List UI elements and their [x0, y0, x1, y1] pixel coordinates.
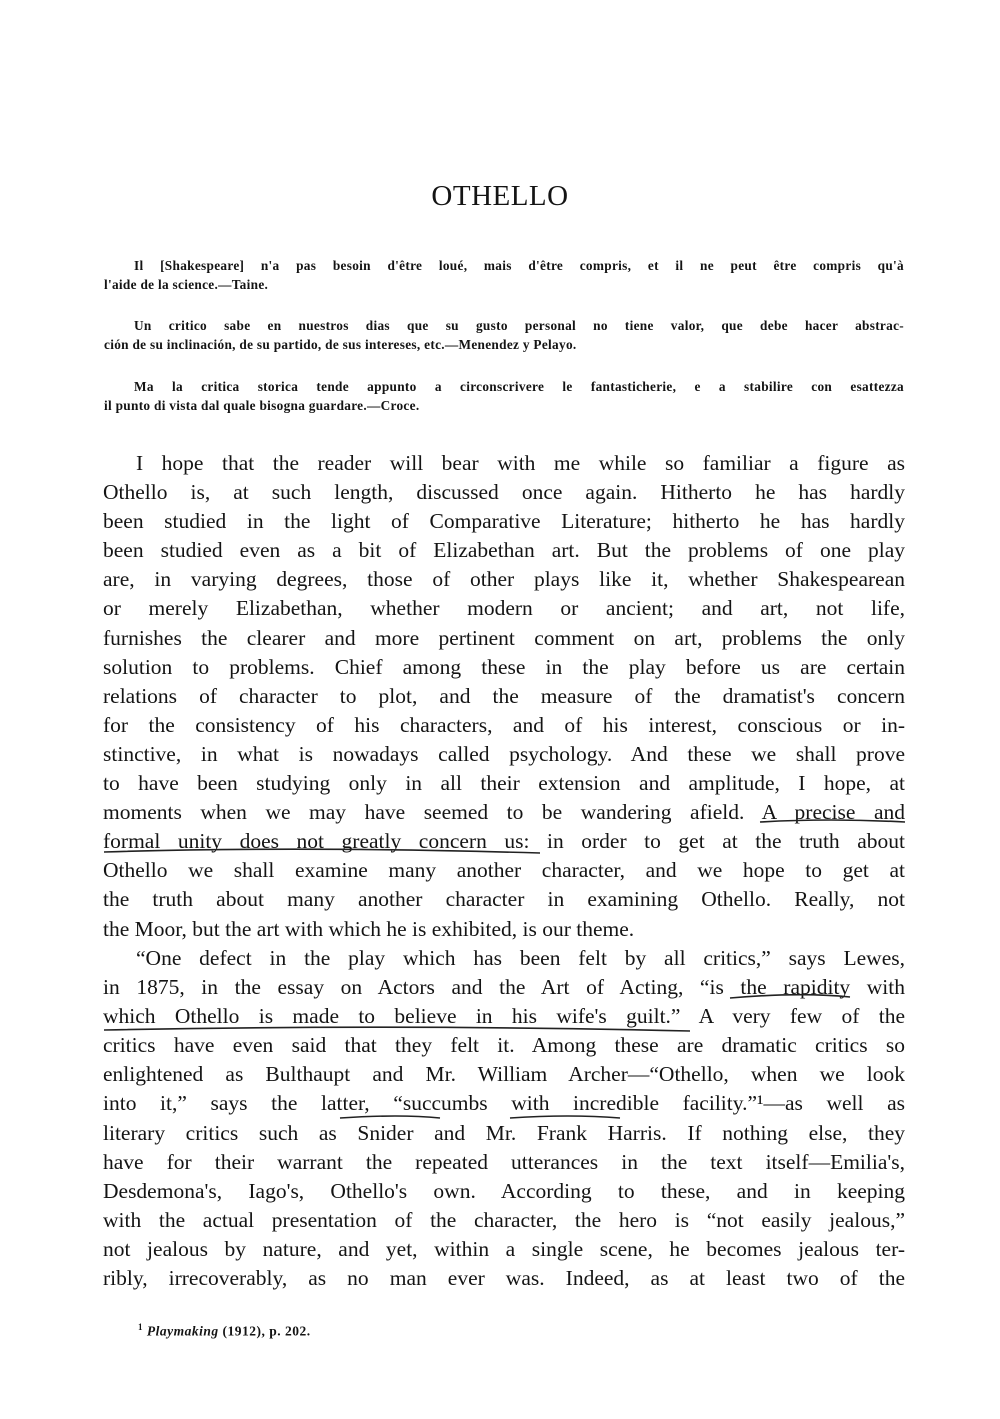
- text-line: Desdemona's, Iago's, Othello's own. According to these, and in keeping: [103, 1178, 905, 1203]
- text-line: stinctive, in what is nowadays called psychology. And these we shall prove: [103, 741, 905, 766]
- text-line: enlightened as Bulthaupt and Mr. William Archer—“Othello, when we look: [103, 1062, 905, 1087]
- epigraph-line: ción de su inclinación, de su partido, de sus intereses, etc.—Menendez y Pelayo.: [104, 337, 577, 352]
- chapter-title: OTHELLO: [431, 180, 569, 212]
- epigraph-line: il punto di vista dal quale bisogna guardare.—Croce.: [104, 398, 420, 413]
- text-line: or merely Elizabethan, whether modern or ancient; and art, not life,: [103, 596, 905, 621]
- text-line: been studied in the light of Comparative Literature; hitherto he has hardly: [103, 509, 905, 534]
- footnote-marker: 1: [138, 1322, 143, 1332]
- text-line: “One defect in the play which has been felt by all critics,” says Lewes,: [136, 946, 905, 970]
- text-line: to have been studying only in all their extension and amplitude, I hope, at: [103, 771, 905, 796]
- paragraph-2: [103, 944, 905, 1293]
- text-line: Othello is, at such length, discussed once again. Hitherto he has hardly: [103, 480, 905, 505]
- text-line: the Moor, but the art with which he is exhibited, is our theme.: [103, 916, 635, 941]
- text-line: not jealous by nature, and yet, within a single scene, he becomes jealous ter-: [103, 1236, 905, 1261]
- epigraph-croce: [104, 377, 904, 415]
- text-line: with the actual presentation of the character, the hero is “not easily jealous,”: [103, 1207, 905, 1232]
- footnote-citation: (1912), p. 202.: [218, 1323, 311, 1339]
- epigraph-line: Il [Shakespeare] n'a pas besoin d'être loué, mais d'être compris, et il ne peut être compris qu'à: [134, 258, 904, 273]
- text-line: into it,” says the latter, “succumbs with incredible facility.”¹—as well as: [103, 1091, 905, 1116]
- epigraph-menendez: [104, 316, 904, 354]
- text-line: have for their warrant the repeated utterances in the text itself—Emilia's,: [103, 1149, 905, 1174]
- epigraph-taine: [104, 256, 904, 294]
- text-line: are, in varying degrees, those of other plays like it, whether Shakespearean: [103, 567, 905, 592]
- text-line: the truth about many another character in examining Othello. Really, not: [103, 887, 905, 912]
- text-line: solution to problems. Chief among these in the play before us are certain: [103, 654, 905, 679]
- text-line: literary critics such as Snider and Mr. Frank Harris. If nothing else, they: [103, 1120, 905, 1145]
- text-line: for the consistency of his characters, and of his interest, conscious or in-: [103, 712, 905, 737]
- text-line: critics have even said that they felt it. Among these are dramatic critics so: [103, 1033, 905, 1058]
- text-line: I hope that the reader will bear with me while so familiar a figure as: [136, 451, 905, 475]
- text-line: formal unity does not greatly concern us: in order to get at the truth about: [103, 829, 905, 854]
- paragraph-1: [103, 449, 905, 944]
- footnote: [138, 1322, 311, 1340]
- text-line: relations of character to plot, and the measure of the dramatist's concern: [103, 683, 905, 708]
- footnote-title: Playmaking: [146, 1323, 219, 1339]
- epigraph-line: Ma la critica storica tende appunto a circonscrivere le fantasticherie, e a stabilire con esattezza: [134, 379, 904, 394]
- epigraph-line: l'aide de la science.—Taine.: [104, 277, 269, 292]
- text-line: moments when we may have seemed to be wandering afield. A precise and: [103, 800, 905, 825]
- text-line: Othello we shall examine many another character, and we hope to get at: [103, 858, 905, 883]
- text-line: which Othello is made to believe in his wife's guilt.” A very few of the: [103, 1004, 905, 1029]
- epigraph-line: Un critico sabe en nuestros dias que su gusto personal no tiene valor, que debe hacer abstrac-: [134, 318, 904, 333]
- text-line: furnishes the clearer and more pertinent comment on art, problems the only: [103, 625, 905, 650]
- text-line: in 1875, in the essay on Actors and the Art of Acting, “is the rapidity with: [103, 975, 905, 1000]
- text-line: ribly, irrecoverably, as no man ever was. Indeed, as at least two of the: [103, 1266, 905, 1291]
- text-line: been studied even as a bit of Elizabethan art. But the problems of one play: [103, 538, 905, 563]
